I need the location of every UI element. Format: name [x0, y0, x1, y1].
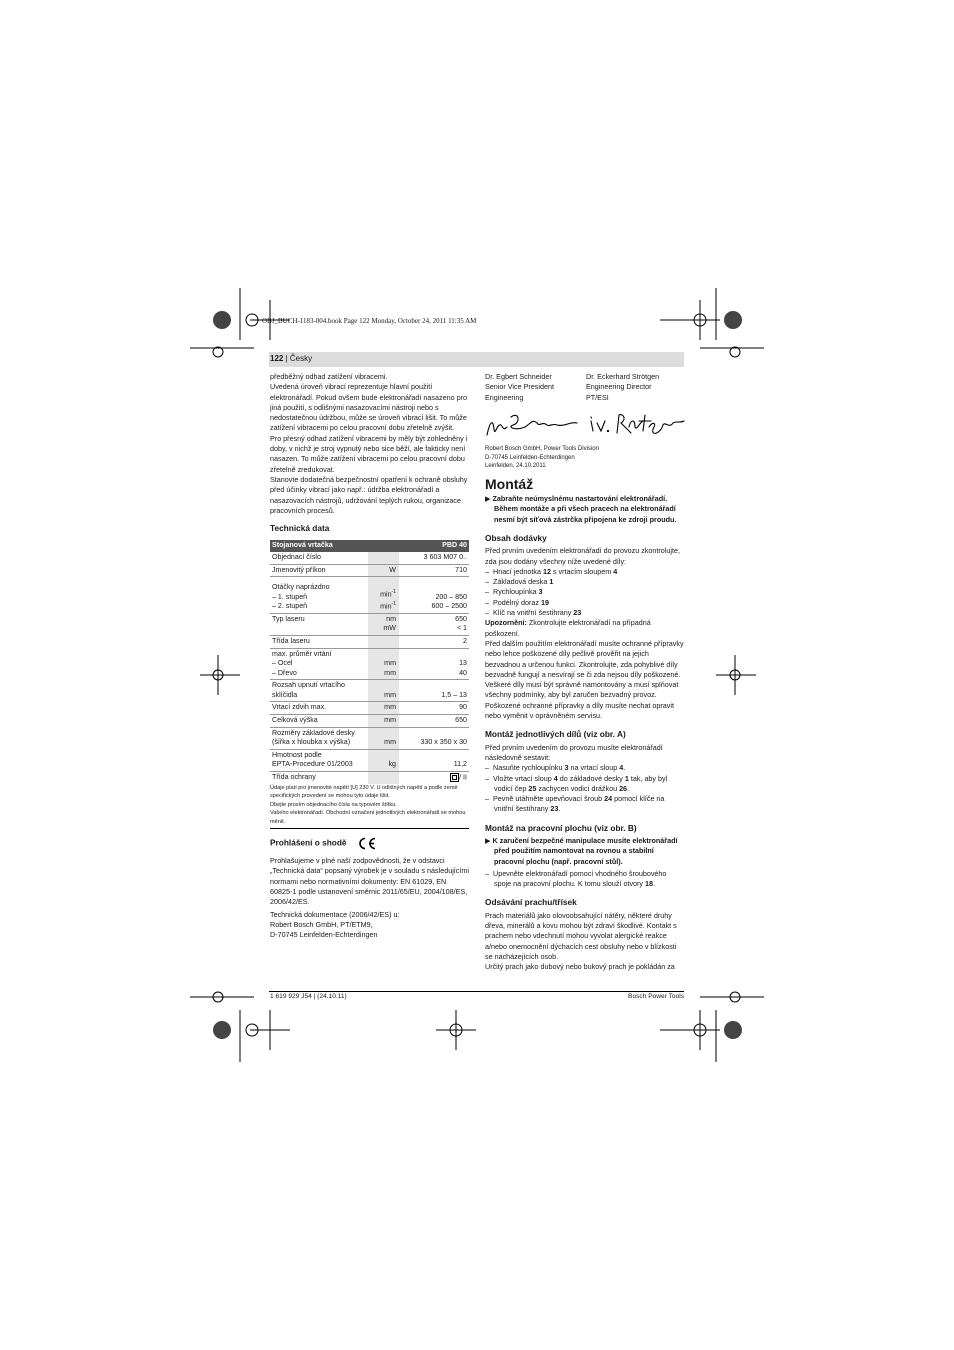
row-value	[399, 648, 469, 680]
row-label: Třída laseru	[270, 635, 368, 648]
value-2: 40	[459, 668, 467, 677]
paragraph: Před prvním uvedením do provozu musíte elektronářadí následovně sestavit:	[485, 742, 663, 762]
row-label-main: max. průměr vrtání	[272, 649, 332, 658]
page-number: 122	[270, 354, 284, 363]
page-header-bar	[269, 352, 684, 367]
protection-class-icon	[450, 773, 459, 782]
signatory-dept: PT/ESI	[586, 392, 609, 402]
row-label-main: Rozsah upnutí vrtacího	[272, 681, 345, 690]
paragraph: Před dalším použitím elektronářadí musíte ochranné přípravky nebo lehce poškozené díly pečlivě prověřit na jejich bezvadnou a určenou funkci. Zkontrolujte, zda pohyblivé díly bezvadně fungují a nesvírají se či zda nejsou díly poškozené. Veškeré díly musí být správně namontovány a musí splňovat všechny podmínky, aby byl zaručen bezvadný provoz.	[485, 638, 684, 700]
conformity-heading	[270, 837, 470, 850]
row-label	[270, 749, 368, 771]
list-item: – Základová deska 1	[485, 577, 554, 587]
row-label: Celková výška	[270, 715, 368, 728]
list-item: – Vložte vrtací sloup 4 do základové desky 1 tak, aby byl vodicí čep 25 zachycen vodicí drážkou 26.	[485, 773, 668, 793]
row-value	[399, 613, 469, 635]
table-row	[270, 564, 469, 577]
unit-min: min	[380, 590, 392, 599]
row-sub: – Dřevo	[272, 668, 297, 677]
note: Údaje platí pro jmenovité napětí [U] 230 V. U odlišných napětí a podle země specifických provedení se mohou tyto údaje lišit.	[270, 785, 458, 800]
obsah-heading: Obsah dodávky	[485, 532, 547, 543]
table-header-label: Stojanová vrtačka	[270, 540, 399, 552]
row-value	[399, 577, 469, 614]
plocha-heading: Montáž na pracovní plochu (viz obr. B)	[485, 822, 637, 833]
table-row	[270, 680, 469, 702]
part-number: 12	[542, 566, 551, 576]
row-value: 710	[399, 564, 469, 577]
table-row	[270, 727, 469, 749]
row-label	[270, 613, 368, 635]
paragraph: Prohlašujeme v plné naší zodpovědnosti, že v odstavci „Technická data“ popsaný výrobek je v souladu s následujícími normami nebo normativními dokumenty: EN 61029, EN 60825-1 podle ustanovení směrnic 2011/65/EU, 2004/108/ES, 2006/42/ES.	[270, 856, 469, 907]
table-header-value: PBD 40	[399, 540, 469, 552]
conformity-title: Prohlášení o shodě	[270, 837, 347, 848]
row-unit	[368, 552, 399, 564]
unit-exp: -1	[391, 588, 396, 595]
footer-left: 1 619 929 J54 | (24.10.11)	[270, 993, 347, 1000]
part-number: 23	[573, 608, 582, 618]
row-label	[270, 648, 368, 680]
ce-mark-icon	[357, 837, 377, 850]
row-unit: mm	[368, 727, 399, 749]
note: Vašeho elektronářadí. Obchodní označení jednotlivých elektronářadí se mohou měnit.	[270, 810, 466, 825]
footer-right: Bosch Power Tools	[628, 993, 684, 1000]
row-value: 90	[399, 702, 469, 715]
row-value	[399, 772, 469, 784]
row-label-cont: EPTA-Procedure 01/2003	[272, 760, 353, 769]
paragraph: předběžný odhad zatížení vibracemi.	[270, 372, 388, 381]
row-value: 11,2	[399, 749, 469, 771]
paragraph: Stanovte dodatečná bezpečnostní opatření k ochraně obsluhy před účinky vibrací jako např.: údržba elektronářadí a nasazovacích nástrojů, udržování teplých rukou, organizace pracovních procesů.	[270, 474, 468, 515]
list-item: – Rychloupínka 3	[485, 587, 543, 597]
table-row	[270, 552, 469, 564]
row-label: Objednací číslo	[270, 552, 368, 564]
table-row	[270, 702, 469, 715]
address-line: Technická dokumentace (2006/42/ES) u:	[270, 909, 400, 919]
row-value: 1,5 – 13	[399, 680, 469, 702]
row-label	[270, 727, 368, 749]
value-1: 13	[459, 659, 467, 668]
company-line: Leinfelden, 24.10.2011	[485, 463, 546, 470]
row-label-cont: (šířka x hloubka x výška)	[272, 738, 351, 747]
warning-text: K zaručení bezpečné manipulace musíte elektronářadí před použitím namontovat na rovnou a stabilní pracovní plochu (např. pracovní stůl).	[492, 835, 678, 866]
row-label: Třída ochrany	[272, 773, 316, 782]
row-sub: – 2. stupeň	[272, 602, 308, 611]
row-sub: – 1. stupeň	[272, 592, 308, 601]
row-label: Vrtací zdvih max.	[270, 702, 368, 715]
unit: nm	[386, 614, 396, 623]
table-row	[270, 749, 469, 771]
paragraph: Poškozené ochranné přípravky a díly musíte nechat opravit nebo vyměnit v oprávněném servisu.	[485, 700, 674, 721]
paragraph: Určitý prach jako dubový nebo bukový prach je pokládán za	[485, 962, 675, 972]
row-label-main: Rozměry základové desky	[272, 728, 355, 737]
paragraph: Pro přesný odhad zatížení vibracemi by měly být zohledněny i doby, v nichž je stroj vypnutý nebo sice běží, ale fakticky není nasazen. To může zatížení vibracemi po celou pracovní dobu zřetelně zredukovat.	[270, 433, 468, 474]
address-line: Robert Bosch GmbH, PT/ETM9,	[270, 919, 373, 929]
row-value: 3 603 M07 0..	[399, 552, 469, 564]
part-number: 4	[613, 566, 618, 576]
warning-bullet: ▶ K zaručení bezpečné manipulace musíte elektronářadí před použitím namontovat na rovnou a stabilní pracovní plochu (např. pracovní stůl).	[485, 835, 678, 866]
company-line: D-70745 Leinfelden-Echterdingen	[485, 454, 575, 461]
unit: mW	[383, 624, 396, 633]
row-value: 330 x 350 x 30	[399, 727, 469, 749]
row-label: Jmenovitý příkon	[270, 564, 368, 577]
row-unit	[368, 648, 399, 680]
tech-data-heading: Technická data	[270, 523, 330, 534]
signatory-name: Dr. Eckerhard Strötgen	[586, 372, 660, 381]
note: Dbejte prosím objednacího čísla na typovém štítku.	[270, 801, 397, 808]
right-column	[485, 372, 685, 973]
unit: mm	[384, 668, 396, 677]
signatures-image	[485, 409, 685, 441]
page-separator: |	[283, 354, 290, 363]
paragraph: Před prvním uvedením elektronářadí do provozu zkontrolujte, zda jsou dodány všechny níže uvedené díly:	[485, 546, 680, 566]
value-2: 600 – 2500	[431, 602, 467, 611]
row-label-main: Otáčky naprázdno	[272, 582, 330, 591]
signatory-name: Dr. Egbert Schneider	[485, 372, 552, 381]
table-row	[270, 613, 469, 635]
table-notes	[270, 784, 469, 829]
value-2: < 1	[456, 624, 467, 633]
mont-dilu-heading: Montáž jednotlivých dílů (viz obr. A)	[485, 729, 626, 740]
row-value: 650	[399, 715, 469, 728]
row-value: 2	[399, 635, 469, 648]
company-line: Robert Bosch GmbH, Power Tools Division	[485, 446, 599, 452]
row-unit: mm	[368, 715, 399, 728]
row-label	[270, 680, 368, 702]
list-item: – Hnací jednotka 12 s vrtacím sloupem 4	[485, 566, 618, 576]
list-item: – Pevně utáhněte upevňovací šroub 24 pomocí klíče na vnitřní šestihrany 23.	[485, 794, 665, 814]
address-line: D-70745 Leinfelden-Echterdingen	[270, 930, 378, 940]
protection-class-value: / II	[459, 773, 467, 782]
unit-exp: -1	[391, 600, 396, 607]
row-unit: W	[368, 564, 399, 577]
page-language: Česky	[289, 354, 313, 363]
row-label	[270, 577, 368, 614]
part-number: 3	[538, 587, 543, 597]
signatories	[485, 372, 685, 406]
page-header	[270, 354, 312, 363]
signatory-dept: Engineering	[485, 392, 524, 402]
row-label-cont: sklíčidla	[272, 690, 298, 699]
footer-rule	[269, 991, 684, 992]
row-unit	[368, 772, 399, 784]
list-item: – Nasuňte rychloupínku 3 na vrtací sloup 4.	[485, 763, 626, 773]
notice	[485, 618, 685, 639]
notice-label: Upozornění:	[485, 618, 527, 628]
row-unit: mm	[368, 680, 399, 702]
prach-heading: Odsávání prachu/třísek	[485, 897, 577, 908]
table-row	[270, 648, 469, 680]
list-item: – Klíč na vnitřní šestihrany 23	[485, 608, 582, 618]
list-item: – Upevněte elektronářadí pomocí vhodného šroubového spoje na pracovní plochu. K tomu slouží otvory 18.	[485, 868, 667, 889]
table-row	[270, 577, 469, 614]
list-item: – Podélný doraz 19	[485, 597, 549, 607]
tech-data-table	[270, 540, 469, 784]
table-row	[270, 772, 469, 784]
row-unit	[368, 577, 399, 614]
row-unit: mm	[368, 702, 399, 715]
table-header-row	[270, 540, 469, 552]
paragraph: Prach materiálů jako olovoobsahující nátěry, některé druhy dřeva, minerálů a kovu mohou být zdraví škodlivé. Kontakt s prachem nebo vdechnutí mohou vyvolat alergické reakce a/nebo onemocnění dýchacích cest obsluhy nebo v blízkosti se nacházejících osob.	[485, 910, 677, 961]
row-unit: kg	[368, 749, 399, 771]
row-label-main: Hmotnost podle	[272, 750, 322, 759]
left-column	[270, 372, 470, 940]
row-unit	[368, 635, 399, 648]
table-row	[270, 635, 469, 648]
notice-text: Zkontrolujte elektronářadí na případná poškození.	[485, 618, 651, 638]
tech-doc-address	[270, 910, 470, 941]
row-label-main: Typ laseru	[272, 614, 305, 623]
part-number: 19	[540, 597, 549, 607]
paragraph: Uvedená úroveň vibrací reprezentuje hlavní použití elektronářadí. Pokud ovšem bude elektronářadí nasazeno pro jiná použití, s odlišnými nasazovacími nástroji nebo s nedostatečnou údržbou, může se úroveň vibrací lišit. To může zatížení vibracemi po celou pracovní dobu zřetelně zvýšit.	[270, 382, 467, 433]
company-info	[485, 445, 685, 471]
table-row	[270, 715, 469, 728]
unit: mm	[384, 659, 396, 668]
signatory-role: Engineering Director	[586, 382, 652, 392]
row-sub: – Ocel	[272, 659, 293, 668]
signatory-role: Senior Vice President	[485, 382, 554, 392]
row-unit	[368, 613, 399, 635]
warning-text: Zabraňte neúmyslnému nastartování elektronářadí. Během montáže a při všech pracech na elektronářadí nesmí být síťová zástrčka připojena ke zdroji proudu.	[492, 494, 677, 524]
montaz-heading: Montáž	[485, 475, 534, 492]
unit-min: min	[380, 602, 392, 611]
warning-bullet: ▶ Zabraňte neúmyslnému nastartování elektronářadí. Během montáže a při všech pracech na elektronářadí nesmí být síťová zástrčka připojena ke zdroji proudu.	[485, 494, 677, 524]
value-1: 650	[455, 614, 467, 623]
print-header: OBJ_BUCH-1183-004.book Page 122 Monday, October 24, 2011 11:35 AM	[262, 317, 477, 325]
part-number: 1	[549, 577, 554, 587]
value-1: 200 – 850	[435, 592, 467, 601]
